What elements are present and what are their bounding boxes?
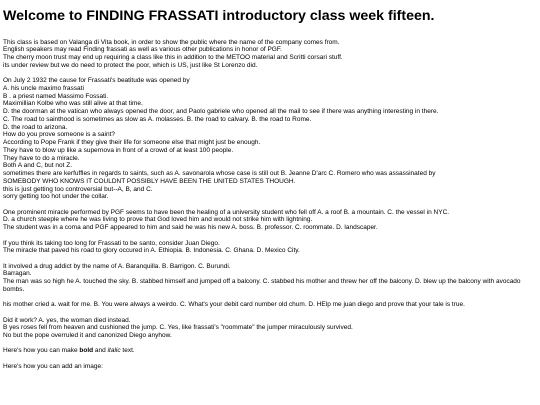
text-line: The student was in a coma and PGF appeared to him and said he was his new A. boss. B. professor. C. roommate. D. landscaper. [3, 224, 378, 232]
text-line: D. a church steeple where he was living to prove that God loved him and would not strike him with lightning. [3, 216, 313, 224]
text-line: The man was so high he A. touched the sky. B. stabbed himself and jumped off a balcony. C. stabbed his mother and threw her off the balcony. D. blew up the balcony with avocado bombs. [3, 278, 521, 293]
text-line: B yes roses fell from heaven and cushioned the jump. C. Yes, like frassati's "roommate" the jumper miraculously survived. [3, 324, 353, 332]
formatting-paragraph [3, 347, 540, 355]
bold-text: bold [79, 347, 94, 355]
text-line: its under review but we do need to protect the poor, which is US, just like St Lorenzo did. [3, 61, 258, 69]
text-line: No but the pope overruled it and canonized Diego anyhow. [3, 332, 172, 340]
text-line: D. the road to arizona. [3, 123, 68, 131]
text-line: How do you prove someone is a saint? [3, 131, 116, 139]
text-line: Did it work? A. yes, the woman died instead. [3, 316, 131, 324]
formatting-mid-text: and [93, 347, 108, 355]
text-line: sorry getting too hot under the collar. [3, 193, 109, 201]
text-line: According to Pope Frank if they give their life for someone else that might just be enough. [3, 139, 261, 147]
juan-diego-paragraph [3, 240, 540, 256]
formatting-post-text: text. [120, 347, 135, 355]
text-line: Both A and C, but not Z. [3, 162, 73, 170]
page-title: Welcome to FINDING FRASSATI introductory class week fifteen. [3, 8, 435, 24]
text-line: his mother cried a. wait for me. B. You were always a weirdo. C. What's your debit card number old chum. D. HElp me juan diego and prove that your tale is true. [3, 301, 465, 309]
text-line: Maximillian Kolbe who was still alive at that time. [3, 100, 143, 108]
mother-paragraph [3, 301, 540, 309]
text-line: Here's how you can add an image: [3, 362, 103, 370]
image-paragraph [3, 363, 540, 371]
drug-addict-paragraph [3, 263, 540, 294]
text-line: This class is based on Valanga di Vita book, in order to show the public where the name of the company comes from. [3, 38, 340, 46]
text-line: They have to do a miracle. [3, 154, 80, 162]
text-line: SOMEBODY WHO KNOWS IT COULDNT POSSIBLY HAVE BEEN THE UNITED STATES THOUGH. [3, 177, 296, 185]
text-line: this is just getting too controversial but--A, B, and C. [3, 185, 153, 193]
text-line: D. the doorman at the vatican who always opened the door, and Paolo gabriele who opened all the mail to see if there was anything interesting in there. [3, 108, 439, 116]
text-line: The cherry moon trust may end up requiring a class like this in addition to the METOO material and Scritti corsari stuff. [3, 54, 343, 61]
text-line: One prominent miracle performed by PGF seems to have been the healing of a university student who fell off A. a roof B. a mountain. C. the vessel in NYC. [3, 208, 450, 216]
miracle-paragraph [3, 209, 540, 232]
text-line: B . a priest named Massimo Fossati. [3, 92, 109, 100]
formatting-pre-text: Here's how you can make [3, 347, 80, 355]
text-line: If you think its taking too long for Frassati to be santo, consider Juan Diego. [3, 239, 220, 247]
text-line: They have to blow up like a supernova in front of a crowd of at least 100 people. [3, 146, 234, 154]
text-line: A. his uncle maximo frassati [3, 84, 84, 92]
text-line: C. The road to sainthood is sometimes as slow as A. molasses. B. the road to calvary. B. the road to Rome. [3, 115, 312, 123]
text-line: The miracle that paved his road to glory occured in A. Ethiopia. B. Indonesia. C. Ghana. D. Mexico City. [3, 247, 300, 255]
text-line: sometimes there are kerfuffles in regards to saints, such as A. savonarola whose case is still out B. Jeanne D'arc C. Romero who was assassinated by [3, 170, 436, 178]
italic-text: italic [107, 347, 121, 355]
text-line: It involved a drug addict by the name of A. Baranquilla. B. Barrigon. C. Burundi. [3, 262, 231, 270]
text-line: On July 2 1932 the cause for Frassati's beatitude was opened by [3, 77, 190, 85]
did-it-work-paragraph [3, 317, 540, 340]
intro-paragraph [3, 39, 540, 70]
text-line: Barragan. [3, 270, 32, 278]
text-line: English speakers may read Finding frassati as well as various other publications in honor of PGF. [3, 46, 282, 54]
beatitude-paragraph [3, 77, 540, 201]
text-line [3, 347, 540, 355]
